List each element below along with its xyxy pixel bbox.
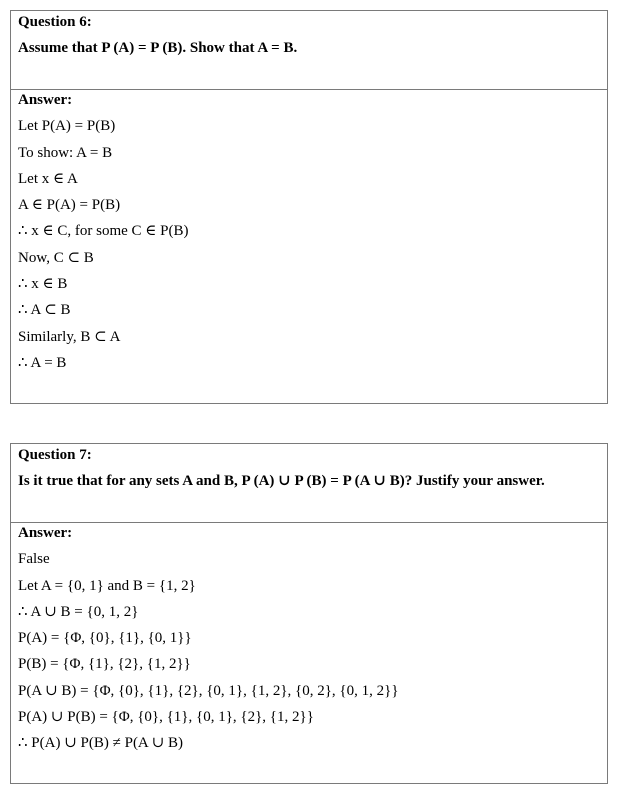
answer-line: To show: A = B [18, 144, 113, 161]
question-6-title: Question 6: [18, 14, 92, 30]
answer-line: ∴ x ∈ C, for some C ∈ P(B) [18, 223, 189, 240]
answer-line: ∴ A ⊂ B [18, 302, 71, 319]
answer-line: P(A) = {Φ, {0}, {1}, {0, 1}} [18, 630, 192, 647]
answer-line: P(B) = {Φ, {1}, {2}, {1, 2}} [18, 656, 191, 673]
answer-line: Let x ∈ A [18, 170, 78, 187]
question-7-text: Is it true that for any sets A and B, P (A) ∪ P (B) = P (A ∪ B)? Justify your answer. [18, 473, 545, 489]
answer-line: P(A ∪ B) = {Φ, {0}, {1}, {2}, {0, 1}, {1, 2}, {0, 2}, {0, 1, 2}} [18, 682, 399, 699]
question-7-box [10, 443, 608, 784]
answer-line: ∴ A = B [18, 354, 67, 371]
answer-line: False [18, 551, 50, 568]
answer-7-label: Answer: [18, 525, 73, 541]
answer-line: ∴ P(A) ∪ P(B) ≠ P(A ∪ B) [18, 735, 184, 752]
answer-line: Let P(A) = P(B) [18, 118, 116, 135]
answer-line: ∴ A ∪ B = {0, 1, 2} [18, 603, 139, 620]
answer-6-label: Answer: [18, 92, 73, 108]
answer-line: Let A = {0, 1} and B = {1, 2} [18, 577, 196, 594]
answer-line: A ∈ P(A) = P(B) [18, 197, 121, 214]
question-6-text: Assume that P (A) = P (B). Show that A = B. [18, 40, 298, 56]
answer-6-body [11, 90, 607, 372]
answer-line: ∴ x ∈ B [18, 276, 68, 293]
question-6-box [10, 10, 608, 404]
question-7-title: Question 7: [18, 447, 92, 463]
answer-line: P(A) ∪ P(B) = {Φ, {0}, {1}, {0, 1}, {2}, {1, 2}} [18, 709, 314, 726]
answer-line: Similarly, B ⊂ A [18, 328, 121, 345]
question-7-header [11, 444, 607, 523]
answer-line: Now, C ⊂ B [18, 249, 94, 266]
answer-7-body [11, 523, 607, 752]
question-6-header [11, 11, 607, 90]
